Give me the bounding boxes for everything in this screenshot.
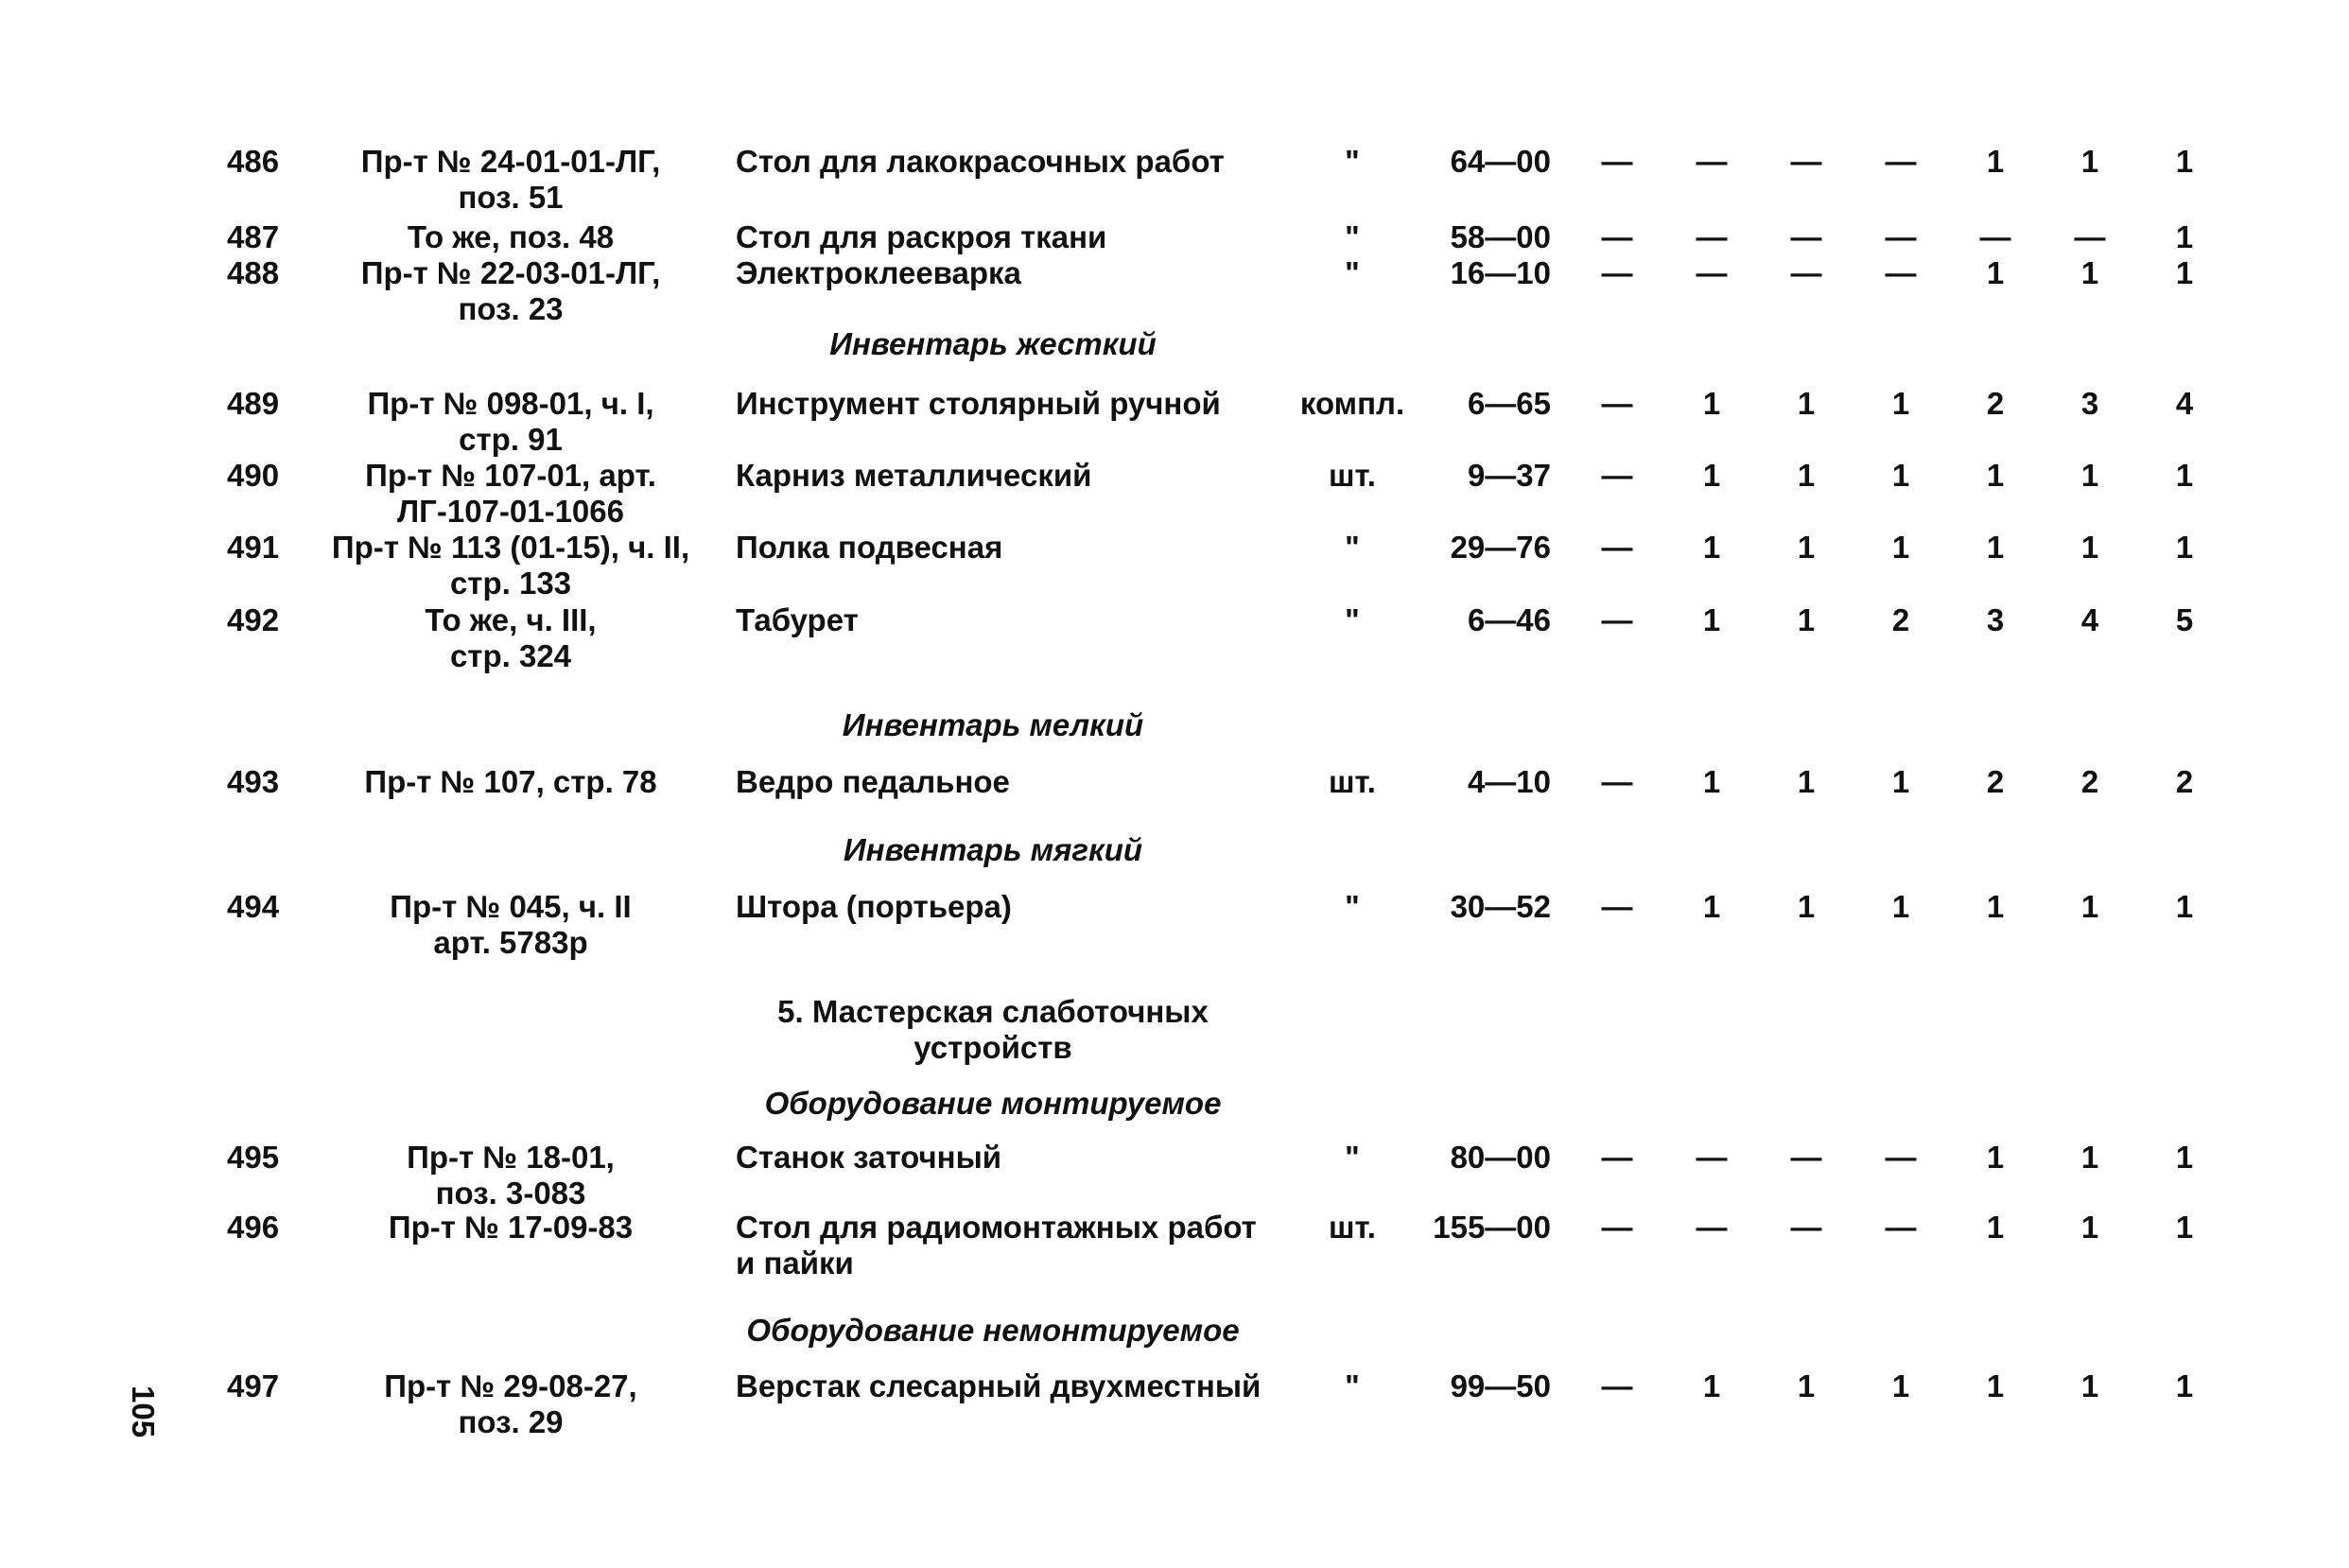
item-name (736, 255, 1265, 291)
quantity-cell: 1 (1986, 255, 2005, 290)
source-reference-line: То же, поз. 48 (407, 219, 615, 254)
row-number: 497 (227, 1368, 280, 1403)
item-name (736, 386, 1265, 422)
quantity-cell: 1 (1797, 386, 1816, 421)
row-number: 496 (227, 1210, 280, 1245)
row-number: 494 (227, 889, 280, 924)
item-name-line: Инструмент столярный ручной (736, 386, 1221, 421)
quantity-cell: 4 (2175, 386, 2194, 421)
unit-of-measure: компл. (1299, 386, 1405, 421)
chapter-heading-line: 5. Мастерская слаботочных (777, 994, 1209, 1029)
source-reference-line: стр. 133 (449, 566, 572, 601)
unit-price: 64—00 (1450, 144, 1551, 179)
source-reference-line: стр. 91 (459, 422, 563, 457)
source-reference-line: Пр-т № 29-08-27, (384, 1368, 637, 1403)
source-reference-line: поз. 23 (458, 291, 564, 326)
quantity-cell: — (1601, 1368, 1633, 1403)
unit-price: 80—00 (1450, 1140, 1551, 1175)
quantity-cell: — (1696, 255, 1728, 290)
source-reference-line: Пр-т № 24-01-01-ЛГ, (360, 144, 661, 179)
item-name (736, 1368, 1265, 1404)
item-name-line: Карниз металлический (736, 458, 1092, 493)
row-number: 490 (227, 458, 280, 493)
quantity-cell: 2 (1986, 764, 2005, 799)
quantity-cell: 1 (2175, 1368, 2194, 1403)
source-reference-line: Пр-т № 18-01, (407, 1140, 615, 1175)
item-name-line: и пайки (736, 1246, 854, 1281)
quantity-cell: 1 (1986, 1210, 2005, 1245)
quantity-cell: 2 (2175, 764, 2194, 799)
quantity-cell: — (1601, 1140, 1633, 1175)
quantity-cell: 1 (2175, 1210, 2194, 1245)
source-reference (312, 764, 709, 800)
item-name-line: Станок заточный (736, 1140, 1002, 1175)
source-reference (312, 458, 709, 530)
quantity-cell: — (1885, 1210, 1917, 1245)
section-heading-hard-inventory: Инвентарь жесткий (829, 326, 1157, 361)
quantity-cell: 3 (2080, 386, 2099, 421)
quantity-cell: 1 (1797, 889, 1816, 924)
row-number: 489 (227, 386, 280, 421)
quantity-cell: — (1790, 219, 1822, 254)
source-reference (312, 255, 709, 327)
quantity-cell: 1 (1891, 386, 1910, 421)
quantity-cell: — (2074, 219, 2106, 254)
quantity-cell: 1 (1797, 602, 1816, 637)
unit-of-measure: шт. (1329, 764, 1376, 799)
quantity-cell: 5 (2175, 602, 2194, 637)
table-row (0, 1210, 2349, 1295)
source-reference-line: стр. 324 (449, 638, 572, 673)
unit-of-measure: " (1345, 530, 1360, 565)
quantity-cell: — (1601, 386, 1633, 421)
item-name-line: Стол для раскроя ткани (736, 219, 1107, 254)
quantity-cell: 1 (1986, 1368, 2005, 1403)
quantity-cell: 1 (2175, 458, 2194, 493)
source-reference (312, 1210, 709, 1246)
unit-of-measure: шт. (1329, 458, 1376, 493)
table-row (0, 1368, 2349, 1454)
quantity-cell: — (1601, 458, 1633, 493)
quantity-cell: 1 (1797, 530, 1816, 565)
item-name-line: Полка подвесная (736, 530, 1003, 565)
quantity-cell: — (1601, 764, 1633, 799)
unit-of-measure: " (1345, 602, 1360, 637)
unit-of-measure: " (1345, 889, 1360, 924)
page-number: 105 (126, 1385, 161, 1438)
unit-of-measure: " (1345, 1368, 1360, 1403)
quantity-cell: — (1790, 1140, 1822, 1175)
unit-price: 155—00 (1433, 1210, 1551, 1245)
quantity-cell: 1 (1702, 458, 1721, 493)
unit-price: 16—10 (1450, 255, 1551, 290)
quantity-cell: 1 (1702, 1368, 1721, 1403)
row-number: 491 (227, 530, 280, 565)
quantity-cell: — (1601, 530, 1633, 565)
quantity-cell: — (1885, 219, 1917, 254)
item-name-line: Электроклееварка (736, 255, 1021, 290)
quantity-cell: — (1885, 144, 1917, 179)
item-name-line: Ведро педальное (736, 764, 1010, 799)
source-reference-line: поз. 29 (458, 1404, 564, 1439)
item-name (736, 1210, 1265, 1281)
item-name (736, 530, 1265, 566)
quantity-cell: 1 (2080, 144, 2099, 179)
quantity-cell: — (1885, 1140, 1917, 1175)
source-reference-line: Пр-т № 045, ч. II (390, 889, 632, 924)
unit-of-measure: " (1345, 1140, 1360, 1175)
source-reference-line: То же, ч. III, (425, 602, 597, 637)
source-reference (312, 602, 709, 674)
quantity-cell: 1 (1986, 1140, 2005, 1175)
quantity-cell: 3 (1986, 602, 2005, 637)
item-name-line: Табурет (736, 602, 859, 637)
section-heading-soft-inventory: Инвентарь мягкий (843, 832, 1143, 867)
quantity-cell: — (1790, 255, 1822, 290)
quantity-cell: 1 (2175, 255, 2194, 290)
source-reference-line: поз. 3-083 (435, 1176, 586, 1211)
source-reference (312, 530, 709, 601)
section-heading-mounted-equipment: Оборудование монтируемое (764, 1086, 1222, 1121)
quantity-cell: — (1885, 255, 1917, 290)
unit-price: 6—65 (1467, 386, 1551, 421)
unit-price: 9—37 (1467, 458, 1551, 493)
unit-price: 4—10 (1467, 764, 1551, 799)
quantity-cell: — (1601, 219, 1633, 254)
table-row (0, 144, 2349, 229)
quantity-cell: 1 (2080, 1368, 2099, 1403)
quantity-cell: — (1601, 1210, 1633, 1245)
unit-of-measure: " (1345, 144, 1360, 179)
source-reference-line: Пр-т № 107, стр. 78 (364, 764, 657, 799)
quantity-cell: 1 (2175, 219, 2194, 254)
section-heading-small-inventory: Инвентарь мелкий (842, 707, 1144, 742)
table-row (0, 889, 2349, 974)
source-reference-line: арт. 5783р (433, 925, 588, 960)
item-name (736, 458, 1265, 494)
source-reference (312, 386, 709, 458)
quantity-cell: 1 (1986, 530, 2005, 565)
quantity-cell: — (1601, 144, 1633, 179)
quantity-cell: 1 (2175, 144, 2194, 179)
item-name (736, 889, 1265, 925)
source-reference-line: Пр-т № 17-09-83 (388, 1210, 634, 1245)
source-reference (312, 219, 709, 255)
quantity-cell: 2 (2080, 764, 2099, 799)
quantity-cell: 1 (2080, 889, 2099, 924)
quantity-cell: 1 (1986, 889, 2005, 924)
quantity-cell: 1 (2175, 889, 2194, 924)
item-name (736, 602, 1265, 638)
quantity-cell: 1 (1891, 764, 1910, 799)
unit-price: 58—00 (1450, 219, 1551, 254)
quantity-cell: — (1696, 144, 1728, 179)
quantity-cell: 1 (1891, 1368, 1910, 1403)
quantity-cell: 1 (2175, 1140, 2194, 1175)
unit-price: 99—50 (1450, 1368, 1551, 1403)
quantity-cell: 1 (1702, 530, 1721, 565)
quantity-cell: — (1790, 1210, 1822, 1245)
unit-price: 30—52 (1450, 889, 1551, 924)
row-number: 486 (227, 144, 280, 179)
row-number: 492 (227, 602, 280, 637)
quantity-cell: — (1979, 219, 2011, 254)
item-name (736, 1140, 1265, 1176)
quantity-cell: 1 (1891, 530, 1910, 565)
table-row (0, 602, 2349, 688)
source-reference (312, 889, 709, 961)
section-heading-unmounted-equipment: Оборудование немонтируемое (746, 1313, 1240, 1348)
quantity-cell: 1 (1797, 458, 1816, 493)
unit-of-measure: " (1345, 219, 1360, 254)
row-number: 488 (227, 255, 280, 290)
unit-price: 29—76 (1450, 530, 1551, 565)
quantity-cell: — (1790, 144, 1822, 179)
quantity-cell: 1 (1702, 602, 1721, 637)
unit-of-measure: " (1345, 255, 1360, 290)
quantity-cell: 1 (1797, 764, 1816, 799)
quantity-cell: — (1601, 255, 1633, 290)
quantity-cell: 1 (1702, 889, 1721, 924)
source-reference (312, 1140, 709, 1211)
quantity-cell: 1 (1986, 458, 2005, 493)
quantity-cell: — (1601, 889, 1633, 924)
quantity-cell: 1 (2080, 530, 2099, 565)
quantity-cell: 1 (2080, 1140, 2099, 1175)
row-number: 487 (227, 219, 280, 254)
source-reference-line: поз. 51 (458, 180, 564, 215)
item-name-line: Верстак слесарный двухместный (736, 1368, 1262, 1403)
quantity-cell: 1 (2175, 530, 2194, 565)
source-reference-line: Пр-т № 22-03-01-ЛГ, (360, 255, 661, 290)
quantity-cell: 1 (1702, 386, 1721, 421)
item-name (736, 144, 1265, 180)
source-reference-line: ЛГ-107-01-1066 (396, 494, 624, 529)
quantity-cell: 1 (1702, 764, 1721, 799)
quantity-cell: 2 (1986, 386, 2005, 421)
quantity-cell: — (1696, 1210, 1728, 1245)
row-number: 493 (227, 764, 280, 799)
source-reference-line: Пр-т № 107-01, арт. (365, 458, 656, 493)
quantity-cell: — (1696, 1140, 1728, 1175)
quantity-cell: 1 (1891, 458, 1910, 493)
item-name-line: Стол для лакокрасочных работ (736, 144, 1225, 179)
quantity-cell: 1 (1797, 1368, 1816, 1403)
quantity-cell: — (1696, 219, 1728, 254)
source-reference (312, 1368, 709, 1440)
unit-of-measure: шт. (1329, 1210, 1376, 1245)
row-number: 495 (227, 1140, 280, 1175)
quantity-cell: 1 (2080, 1210, 2099, 1245)
source-reference-line: Пр-т № 098-01, ч. I, (367, 386, 654, 421)
quantity-cell: 1 (1986, 144, 2005, 179)
source-reference (312, 144, 709, 216)
item-name (736, 764, 1265, 800)
item-name-line: Стол для радиомонтажных работ (736, 1210, 1257, 1245)
chapter-heading-line: устройств (914, 1030, 1072, 1065)
quantity-cell: 2 (1891, 602, 1910, 637)
item-name (736, 219, 1265, 255)
quantity-cell: 4 (2080, 602, 2099, 637)
quantity-cell: 1 (2080, 255, 2099, 290)
unit-price: 6—46 (1467, 602, 1551, 637)
quantity-cell: 1 (1891, 889, 1910, 924)
item-name-line: Штора (портьера) (736, 889, 1012, 924)
quantity-cell: 1 (2080, 458, 2099, 493)
chapter-heading (662, 994, 1324, 1066)
source-reference-line: Пр-т № 113 (01-15), ч. II, (331, 530, 690, 565)
quantity-cell: — (1601, 602, 1633, 637)
